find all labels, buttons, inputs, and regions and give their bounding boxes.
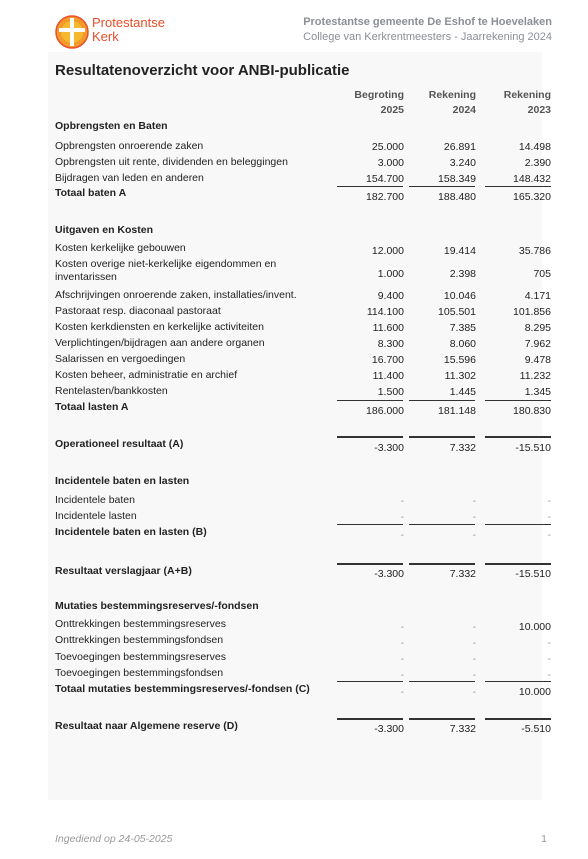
value-actual-2024: 7.385 xyxy=(449,322,476,334)
row-label: Opbrengsten onroerende zaken xyxy=(55,140,204,152)
row-label: Operationeel resultaat (A) xyxy=(55,438,184,450)
result-row-operationeel xyxy=(55,438,555,454)
value-budget-2025: - xyxy=(400,686,404,698)
value-actual-2024: 10.046 xyxy=(443,290,476,302)
value-budget-2025: - xyxy=(400,653,404,665)
row-label: Toevoegingen bestemmingsreserves xyxy=(55,651,227,663)
section-title: Mutaties bestemmingsreserves/-fondsen xyxy=(55,600,259,612)
header-title: Protestantse gemeente De Eshof te Hoevelaken xyxy=(303,16,552,28)
value-budget-2025: - xyxy=(400,637,404,649)
total-row-lasten xyxy=(55,401,555,417)
value-actual-2023: 14.498 xyxy=(518,141,551,153)
column-header-actual-2024 xyxy=(406,88,476,118)
logo-wordmark xyxy=(92,16,165,44)
value-actual-2024: 7.332 xyxy=(449,568,476,580)
row-label: Kosten kerkelijke gebouwen xyxy=(55,242,186,254)
row-label-line-2: inventarissen xyxy=(55,271,117,283)
column-header-year: 2023 xyxy=(527,104,551,116)
column-header-line: Rekening xyxy=(428,89,476,101)
row-label: Kosten kerkdiensten en kerkelijke activiteiten xyxy=(55,321,264,333)
value-budget-2025: 186.000 xyxy=(366,405,404,417)
value-budget-2025: 9.400 xyxy=(377,290,404,302)
total-row-incidenteel xyxy=(55,526,555,542)
table-row xyxy=(55,510,555,526)
value-budget-2025: - xyxy=(400,669,404,681)
value-actual-2024: 105.501 xyxy=(438,306,476,318)
value-actual-2023: - xyxy=(547,529,551,541)
value-actual-2023: 35.786 xyxy=(518,245,551,257)
row-label: Opbrengsten uit rente, dividenden en beleggingen xyxy=(55,156,288,168)
table-row xyxy=(55,305,555,321)
row-label: Resultaat verslagjaar (A+B) xyxy=(55,565,192,577)
value-actual-2023: 10.000 xyxy=(518,686,551,698)
value-actual-2023: 7.962 xyxy=(524,338,551,350)
subtotal-rule xyxy=(409,524,475,525)
submission-date: Ingediend op 24-05-2025 xyxy=(55,833,173,845)
value-budget-2025: 11.400 xyxy=(372,370,404,382)
value-actual-2023: -15.510 xyxy=(515,568,551,580)
result-row-algemene-reserve xyxy=(55,720,555,736)
value-actual-2023: - xyxy=(547,637,551,649)
value-actual-2023: 9.478 xyxy=(524,354,551,366)
table-row xyxy=(55,494,555,510)
subtotal-rule xyxy=(409,681,475,682)
value-actual-2023: 1.345 xyxy=(524,386,551,398)
value-budget-2025: 16.700 xyxy=(371,354,404,366)
value-budget-2025: -3.300 xyxy=(374,442,404,454)
value-actual-2023: 165.320 xyxy=(513,191,551,203)
column-header-line: Begroting xyxy=(354,89,404,101)
row-label: Totaal baten A xyxy=(55,187,127,199)
table-row xyxy=(55,634,555,650)
value-budget-2025: 12.000 xyxy=(371,245,404,257)
value-actual-2024: 11.302 xyxy=(444,370,476,382)
value-actual-2024: 8.060 xyxy=(449,338,476,350)
row-label: Onttrekkingen bestemmingsreserves xyxy=(55,618,226,630)
row-label: Resultaat naar Algemene reserve (D) xyxy=(55,720,238,732)
row-label: Incidentele baten xyxy=(55,494,135,506)
value-budget-2025: 3.000 xyxy=(377,157,404,169)
column-header-year: 2024 xyxy=(452,104,476,116)
column-header-budget-2025 xyxy=(334,88,404,118)
value-budget-2025: - xyxy=(400,621,404,633)
value-budget-2025: 154.700 xyxy=(366,173,404,185)
value-actual-2024: - xyxy=(472,686,476,698)
page-title: Resultatenoverzicht voor ANBI-publicatie xyxy=(55,62,350,79)
value-actual-2023: 10.000 xyxy=(518,621,551,633)
section-title: Incidentele baten en lasten xyxy=(55,475,190,487)
table-row xyxy=(55,289,555,305)
row-label: Pastoraat resp. diaconaal pastoraat xyxy=(55,305,221,317)
value-actual-2024: 188.480 xyxy=(438,191,476,203)
value-actual-2024: 26.891 xyxy=(443,141,476,153)
church-logo-icon xyxy=(55,15,89,49)
row-label: Incidentele baten en lasten (B) xyxy=(55,526,207,538)
section-heading-incidenteel xyxy=(55,475,555,491)
value-actual-2024: - xyxy=(472,669,476,681)
value-actual-2023: 8.295 xyxy=(524,322,551,334)
total-row-mutaties xyxy=(55,683,555,699)
table-row xyxy=(55,140,555,156)
value-actual-2024: 2.398 xyxy=(449,268,476,280)
logo-line-2: Kerk xyxy=(92,29,119,44)
value-actual-2023: 705 xyxy=(533,268,551,280)
value-actual-2023: 11.232 xyxy=(519,370,551,382)
value-budget-2025: - xyxy=(400,529,404,541)
page-header xyxy=(0,0,588,52)
value-actual-2023: -15.510 xyxy=(515,442,551,454)
value-actual-2023: 148.432 xyxy=(513,173,551,185)
value-budget-2025: -3.300 xyxy=(374,568,404,580)
table-row xyxy=(55,258,555,286)
value-actual-2023: - xyxy=(547,495,551,507)
value-actual-2024: 7.332 xyxy=(449,442,476,454)
subtotal-rule xyxy=(485,681,551,682)
row-label: Incidentele lasten xyxy=(55,510,137,522)
value-actual-2024: - xyxy=(472,621,476,633)
value-budget-2025: 1.000 xyxy=(377,268,404,280)
table-row xyxy=(55,385,555,401)
value-actual-2023: 101.856 xyxy=(513,306,551,318)
page-number: 1 xyxy=(541,833,547,845)
value-actual-2023: 4.171 xyxy=(524,290,551,302)
value-budget-2025: 25.000 xyxy=(371,141,404,153)
row-label xyxy=(55,258,340,284)
section-heading-lasten xyxy=(55,224,555,240)
value-actual-2024: 15.596 xyxy=(443,354,476,366)
value-actual-2024: - xyxy=(472,637,476,649)
value-actual-2024: 7.332 xyxy=(449,723,476,735)
table-row xyxy=(55,156,555,172)
row-label-line-1: Kosten overige niet-kerkelijke eigendommen en xyxy=(55,258,277,270)
value-actual-2024: 19.414 xyxy=(443,245,476,257)
table-row xyxy=(55,337,555,353)
result-row-verslagjaar xyxy=(55,565,555,581)
value-actual-2024: - xyxy=(472,653,476,665)
row-label: Verplichtingen/bijdragen aan andere organen xyxy=(55,337,265,349)
subtotal-rule xyxy=(485,524,551,525)
value-actual-2024: - xyxy=(472,529,476,541)
value-actual-2024: 1.445 xyxy=(449,386,476,398)
value-actual-2023: - xyxy=(547,653,551,665)
value-budget-2025: - xyxy=(400,495,404,507)
value-actual-2024: - xyxy=(472,495,476,507)
value-actual-2023: -5.510 xyxy=(521,723,551,735)
table-row xyxy=(55,172,555,188)
value-budget-2025: 8.300 xyxy=(377,338,404,350)
section-heading-baten xyxy=(55,120,555,136)
row-label: Rentelasten/bankkosten xyxy=(55,385,168,397)
row-label: Toevoegingen bestemmingsfondsen xyxy=(55,667,224,679)
row-label: Afschrijvingen onroerende zaken, installaties/invent. xyxy=(55,289,297,301)
value-budget-2025: -3.300 xyxy=(374,723,404,735)
subtotal-rule xyxy=(337,524,403,525)
table-row xyxy=(55,242,555,258)
value-budget-2025: - xyxy=(400,511,404,523)
row-label: Kosten beheer, administratie en archief xyxy=(55,369,238,381)
value-budget-2025: 11.600 xyxy=(372,322,404,334)
value-actual-2023: - xyxy=(547,669,551,681)
value-actual-2023: 180.830 xyxy=(513,405,551,417)
header-subtitle: College van Kerkrentmeesters - Jaarrekening 2024 xyxy=(303,31,552,43)
column-header-year: 2025 xyxy=(380,104,404,116)
subtotal-rule xyxy=(337,681,403,682)
value-actual-2024: 181.148 xyxy=(438,405,476,417)
column-header-line: Rekening xyxy=(503,89,551,101)
value-actual-2023: 2.390 xyxy=(524,157,551,169)
table-row xyxy=(55,651,555,667)
value-actual-2024: - xyxy=(472,511,476,523)
value-budget-2025: 114.100 xyxy=(366,306,404,318)
table-row xyxy=(55,369,555,385)
section-title: Uitgaven en Kosten xyxy=(55,224,154,236)
value-budget-2025: 182.700 xyxy=(366,191,404,203)
logo-line-1: Protestantse xyxy=(92,15,165,30)
row-label: Totaal lasten A xyxy=(55,401,129,413)
table-row xyxy=(55,618,555,634)
table-row xyxy=(55,667,555,683)
row-label: Bijdragen van leden en anderen xyxy=(55,172,204,184)
row-label: Salarissen en vergoedingen xyxy=(55,353,186,365)
row-label: Onttrekkingen bestemmingsfondsen xyxy=(55,634,224,646)
value-actual-2024: 158.349 xyxy=(438,173,476,185)
table-row xyxy=(55,321,555,337)
value-actual-2023: - xyxy=(547,511,551,523)
value-budget-2025: 1.500 xyxy=(377,386,404,398)
row-label: Totaal mutaties bestemmingsreserves/-fondsen (C) xyxy=(55,683,310,695)
total-row-baten xyxy=(55,187,555,203)
section-heading-mutaties xyxy=(55,600,555,616)
value-actual-2024: 3.240 xyxy=(449,157,476,169)
table-row xyxy=(55,353,555,369)
column-header-actual-2023 xyxy=(481,88,551,118)
section-title: Opbrengsten en Baten xyxy=(55,120,168,132)
